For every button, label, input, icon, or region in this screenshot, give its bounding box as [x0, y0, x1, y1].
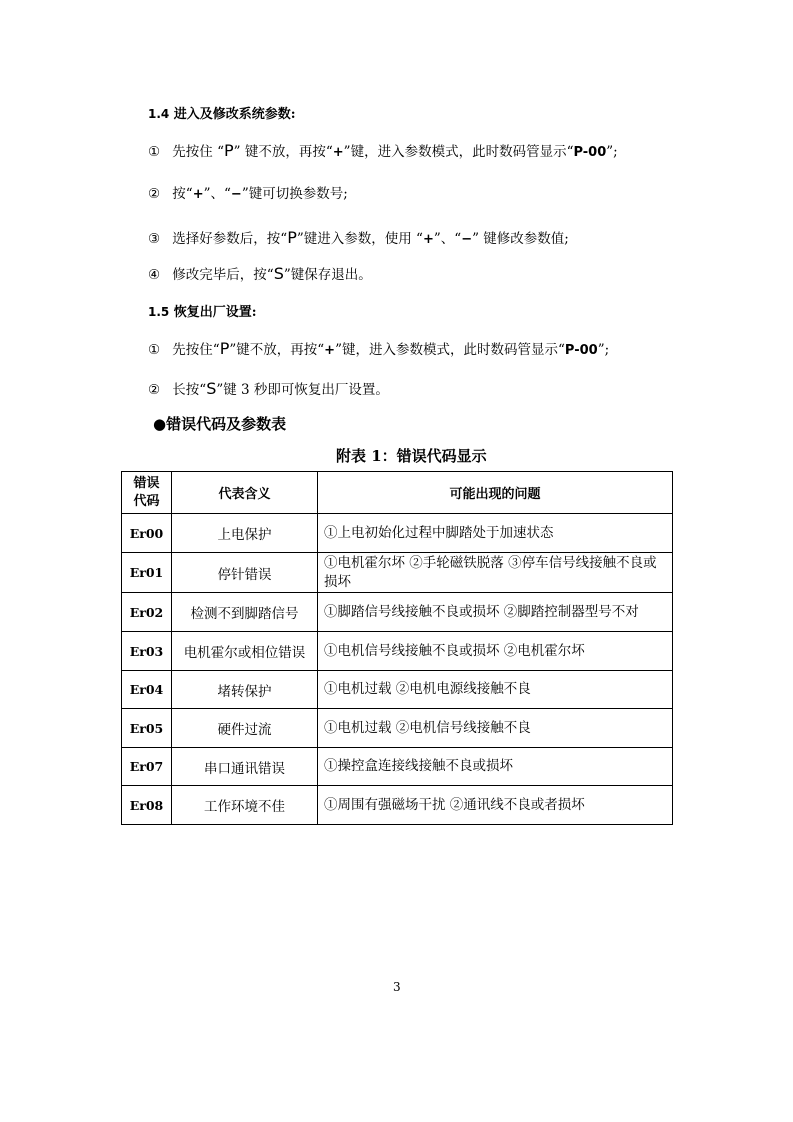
key-plus: + [332, 145, 344, 160]
error-issue: ①电机过载 ②电机信号线接触不良 [318, 709, 673, 748]
step-1-4-2 [148, 182, 348, 202]
header-error-code: 错误代码 [122, 472, 172, 514]
step-text-b: ”键进入参数，使用 “ [296, 231, 423, 247]
step-number: ① [148, 144, 161, 160]
table-row [122, 786, 673, 825]
step-text-a: 先按住 “ [172, 144, 224, 160]
step-number: ④ [148, 267, 161, 283]
header-meaning: 代表含义 [172, 472, 318, 514]
error-code: Er00 [122, 514, 172, 553]
step-text-a: 选择好参数后，按“ [172, 231, 288, 247]
step-text-b: ”、“ [203, 186, 231, 202]
step-text-e: ”; [597, 342, 610, 358]
table-row [122, 514, 673, 553]
section-title: 恢复出厂设置: [173, 305, 257, 320]
table-row [122, 553, 673, 593]
step-text-e: ”; [606, 144, 618, 160]
table-header-row [122, 472, 673, 514]
error-code: Er03 [122, 632, 172, 671]
error-issue: ①电机霍尔坏 ②手轮磁铁脱落 ③停车信号线接触不良或损坏 [318, 553, 673, 593]
error-meaning: 上电保护 [172, 514, 318, 553]
step-1-5-2 [148, 378, 389, 398]
step-number: ③ [148, 231, 161, 247]
step-1-4-1 [148, 140, 618, 160]
step-text-d: ”键，进入参数模式，此时数码管显示“ [335, 342, 565, 358]
error-meaning: 电机霍尔或相位错误 [172, 632, 318, 671]
error-issue: ①上电初始化过程中脚踏处于加速状态 [318, 514, 673, 553]
step-text-b: ”键保存退出。 [283, 267, 372, 283]
error-code: Er05 [122, 709, 172, 748]
error-code-table [121, 471, 673, 825]
step-text-a: 按“ [172, 186, 193, 202]
step-text-d: ”、“ [433, 231, 462, 247]
step-text-a: 长按“ [172, 382, 207, 398]
step-text-b: ”键不放，再按“ [229, 342, 325, 358]
table-row [122, 593, 673, 632]
header-issue: 可能出现的问题 [318, 472, 673, 514]
table-row [122, 632, 673, 671]
key-minus: − [461, 232, 473, 247]
error-issue: ①电机信号线接触不良或损坏 ②电机霍尔坏 [318, 632, 673, 671]
error-meaning: 停针错误 [172, 553, 318, 593]
table-caption: 附表 1：错误代码显示 [336, 447, 487, 465]
error-issue: ①电机过载 ②电机电源线接触不良 [318, 671, 673, 709]
error-code-section-heading: ●错误代码及参数表 [153, 415, 287, 433]
error-meaning: 堵转保护 [172, 671, 318, 709]
step-text-b: ”键 3 秒即可恢复出厂设置。 [216, 382, 389, 398]
error-code: Er04 [122, 671, 172, 709]
error-code: Er07 [122, 748, 172, 786]
key-plus: + [422, 232, 434, 247]
step-1-5-1 [148, 338, 609, 358]
error-meaning: 工作环境不佳 [172, 786, 318, 825]
error-meaning: 检测不到脚踏信号 [172, 593, 318, 632]
section-1-4-heading [148, 103, 296, 122]
step-1-4-3 [148, 227, 569, 247]
table-row [122, 709, 673, 748]
section-title: 进入及修改系统参数: [173, 107, 296, 122]
page-number: 3 [393, 980, 401, 994]
error-issue: ①脚踏信号线接触不良或损坏 ②脚踏控制器型号不对 [318, 593, 673, 632]
key-minus: − [230, 187, 242, 202]
table-row [122, 748, 673, 786]
key-plus: + [192, 187, 204, 202]
step-number: ② [148, 382, 161, 398]
section-1-5-heading [148, 301, 257, 320]
error-issue: ①周围有强磁场干扰 ②通讯线不良或者损坏 [318, 786, 673, 825]
error-meaning: 硬件过流 [172, 709, 318, 748]
key-p: P [224, 141, 234, 160]
step-number: ① [148, 342, 161, 358]
step-number: ② [148, 186, 161, 202]
display-p00: P-00 [573, 145, 607, 160]
error-meaning: 串口通讯错误 [172, 748, 318, 786]
table-row [122, 671, 673, 709]
step-text-d: ”键，进入参数模式，此时数码管显示“ [343, 144, 574, 160]
key-plus: + [324, 343, 336, 358]
error-code: Er01 [122, 553, 172, 593]
step-text-a: 先按住“ [172, 342, 220, 358]
step-text-a: 修改完毕后，按“ [172, 267, 274, 283]
display-p00: P-00 [564, 343, 598, 358]
step-text-d: ”键可切换参数号; [241, 186, 348, 202]
error-code: Er02 [122, 593, 172, 632]
step-1-4-4 [148, 263, 372, 283]
error-issue: ①操控盒连接线接触不良或损坏 [318, 748, 673, 786]
key-s: S [206, 379, 217, 398]
step-text-b: ” 键不放，再按“ [233, 144, 333, 160]
key-p: P [219, 339, 230, 358]
key-p: P [287, 228, 297, 247]
section-number: 1.5 [148, 305, 170, 319]
step-text-e: ” 键修改参数值; [472, 231, 569, 247]
key-s: S [273, 264, 284, 283]
section-number: 1.4 [148, 107, 170, 121]
error-code: Er08 [122, 786, 172, 825]
